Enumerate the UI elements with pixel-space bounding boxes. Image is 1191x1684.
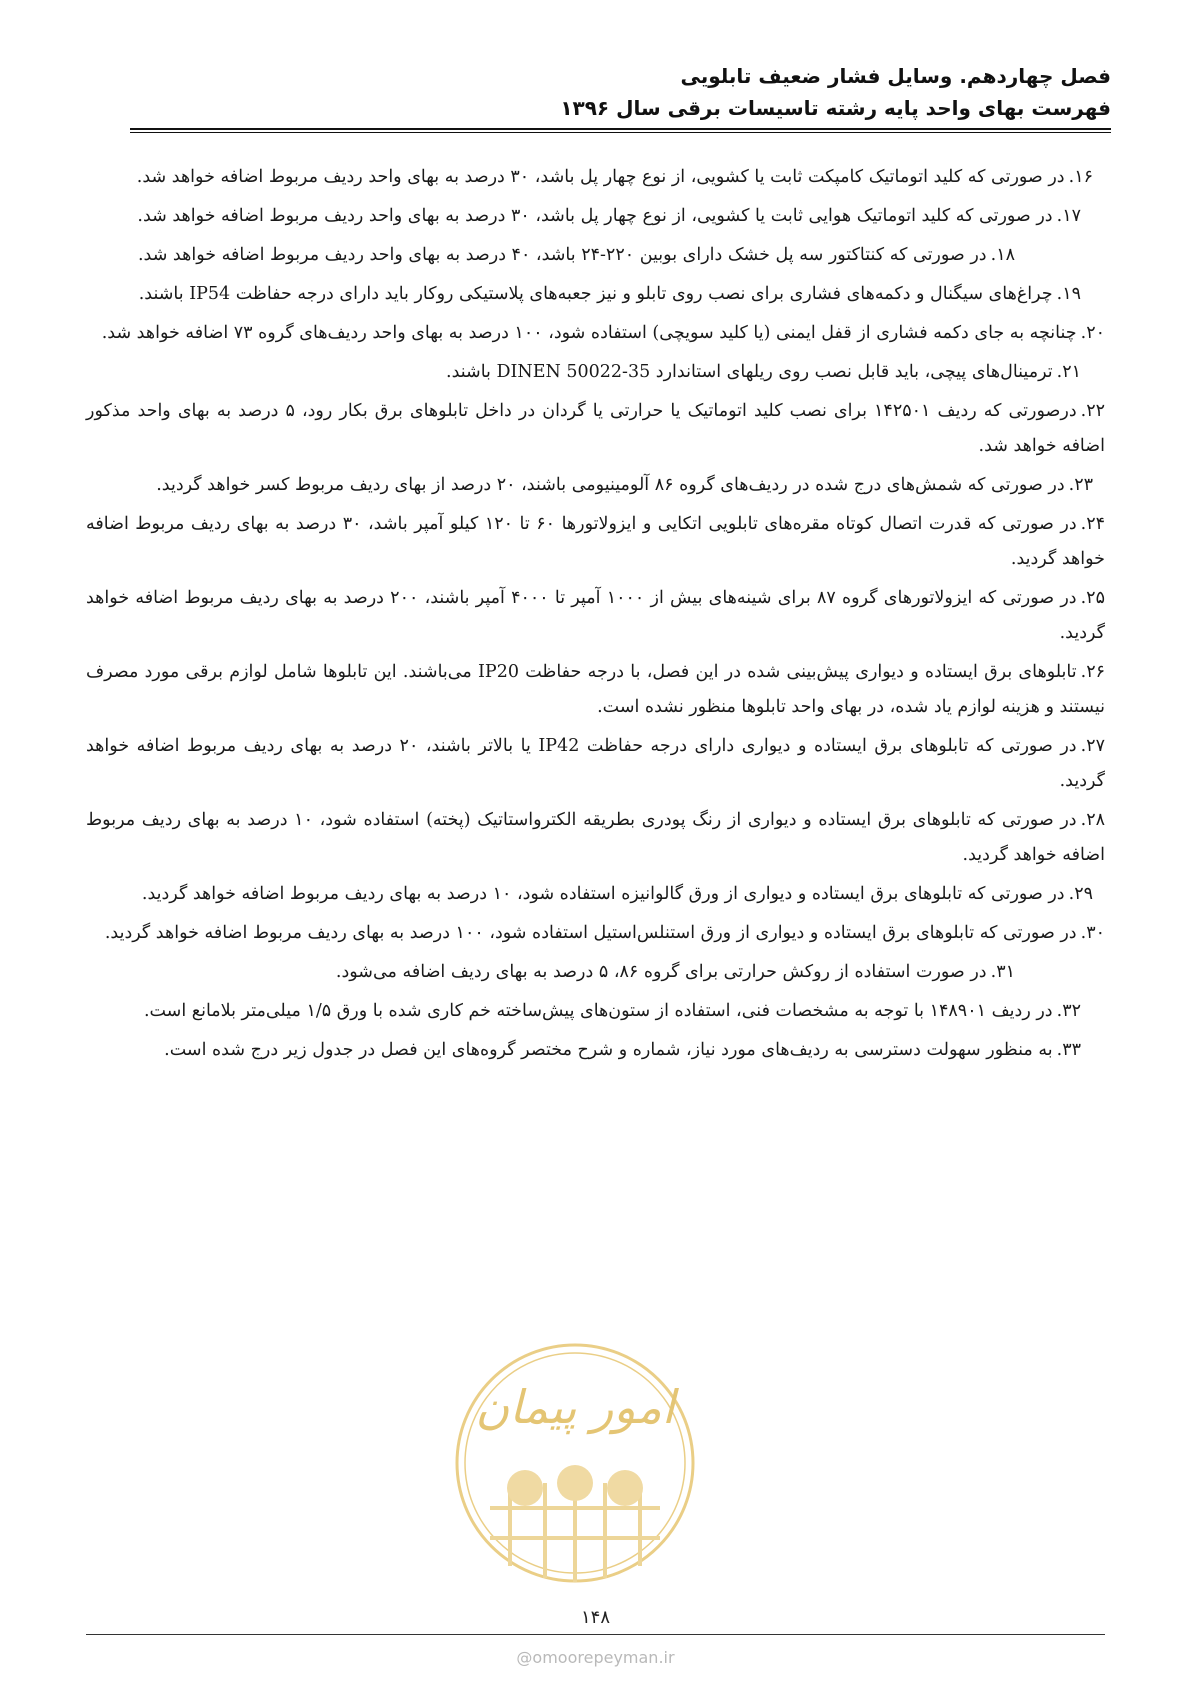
note-number: ۱۷.	[1056, 206, 1081, 226]
page-number: ۱۴۸	[580, 1607, 610, 1628]
note-paragraph	[86, 468, 1105, 503]
note-number: ۲۸.	[1080, 810, 1105, 830]
note-number: ۲۹.	[1068, 884, 1093, 904]
document-subtitle: فهرست بهای واحد پایه رشته تاسیسات برقی سال ۱۳۹۶	[560, 96, 1111, 120]
note-text: در صورتی که کلید اتوماتیک کامپکت ثابت یا کشویی، از نوع چهار پل باشد، ۳۰ درصد به بهای واحد ردیف مربوط اضافه خواهد شد.	[136, 167, 1065, 187]
note-text: چراغ‌های سیگنال و دکمه‌های فشاری برای نصب روی تابلو و نیز جعبه‌های پلاستیکی روکار باید دارای درجه حفاظت IP54 باشند.	[138, 284, 1053, 304]
note-text: ترمینال‌های پیچی، باید قابل نصب روی ریلهای استاندارد DINEN 50022-35 باشند.	[446, 362, 1053, 382]
header-rule-thick	[130, 128, 1111, 130]
notes-body	[86, 160, 1105, 1072]
note-text: در صورت استفاده از روکش حرارتی برای گروه ۸۶، ۵ درصد به بهای ردیف اضافه می‌شود.	[335, 962, 987, 982]
omoor-peyman-stamp-logo	[450, 1338, 700, 1588]
note-number: ۳۰.	[1080, 923, 1105, 943]
note-paragraph	[86, 238, 1105, 273]
note-text: در صورتی که تابلوهای برق ایستاده و دیواری دارای درجه حفاظت IP42 یا بالاتر باشند، ۲۰ درصد به بهای ردیف مربوط اضافه خواهد گردید.	[86, 736, 1105, 791]
note-text: در صورتی که کلید اتوماتیک هوایی ثابت یا کشویی، از نوع چهار پل باشد، ۳۰ درصد به بهای واحد ردیف مربوط اضافه خواهد شد.	[137, 206, 1053, 226]
stamp-lettering: امور پیمان	[475, 1380, 675, 1434]
note-text: در صورتی که ایزولاتورهای گروه ۸۷ برای شینه‌های بیش از ۱۰۰۰ آمپر تا ۴۰۰۰ آمپر باشند، ۲۰۰ درصد به بهای ردیف مربوط اضافه خواهد گردید.	[86, 588, 1105, 643]
note-text: در صورتی که تابلوهای برق ایستاده و دیواری از رنگ پودری بطریقه الکترواستاتیک (پخته) استفاده شود، ۱۰ درصد به بهای ردیف مربوط اضافه خواهد گردید.	[86, 810, 1105, 865]
note-paragraph	[86, 955, 1105, 990]
note-number: ۲۶.	[1080, 662, 1105, 682]
header-rule-thin	[130, 132, 1111, 133]
note-paragraph	[86, 729, 1105, 799]
note-text: در ردیف ۱۴۸۹۰۱ با توجه به مشخصات فنی، استفاده از ستون‌های پیش‌ساخته خم کاری شده با ورق ۱/۵ میلی‌متر بلامانع است.	[143, 1001, 1053, 1021]
note-number: ۲۰.	[1080, 323, 1105, 343]
note-paragraph	[86, 394, 1105, 464]
note-number: ۲۲.	[1080, 401, 1105, 421]
note-text: به منظور سهولت دسترسی به ردیف‌های مورد نیاز، شماره و شرح مختصر گروه‌های این فصل در جدول زیر درج شده است.	[164, 1040, 1053, 1060]
note-text: درصورتی که ردیف ۱۴۲۵۰۱ برای نصب کلید اتوماتیک یا حرارتی یا گردان در داخل تابلوهای برق بکار رود، ۵ درصد به بهای واحد مذکور اضافه خواهد شد.	[86, 401, 1105, 456]
note-paragraph	[86, 655, 1105, 725]
site-watermark: @omoorepeyman.ir	[516, 1648, 675, 1667]
note-paragraph	[86, 581, 1105, 651]
note-text: در صورتی که شمش‌های درج شده در ردیف‌های گروه ۸۶ آلومینیومی باشند، ۲۰ درصد از بهای ردیف مربوط کسر خواهد گردید.	[156, 475, 1065, 495]
note-paragraph	[86, 803, 1105, 873]
note-text: در صورتی که کنتاکتور سه پل خشک دارای بوبین ۲۲۰-۲۴ باشد، ۴۰ درصد به بهای واحد ردیف مربوط اضافه خواهد شد.	[137, 245, 987, 265]
note-number: ۲۵.	[1080, 588, 1105, 608]
note-paragraph	[86, 994, 1105, 1029]
note-paragraph	[86, 355, 1105, 390]
note-paragraph	[86, 916, 1105, 951]
note-text: چنانچه به جای دکمه فشاری از قفل ایمنی (یا کلید سویچی) استفاده شود، ۱۰۰ درصد به بهای واحد ردیف‌های گروه ۷۳ اضافه خواهد شد.	[101, 323, 1077, 343]
page-header	[130, 60, 1111, 124]
note-paragraph	[86, 277, 1105, 312]
note-number: ۳۳.	[1056, 1040, 1081, 1060]
note-number: ۲۷.	[1080, 736, 1105, 756]
note-paragraph	[86, 507, 1105, 577]
note-text: در صورتی که تابلوهای برق ایستاده و دیواری از ورق گالوانیزه استفاده شود، ۱۰ درصد به بهای ردیف مربوط اضافه خواهد گردید.	[141, 884, 1065, 904]
note-number: ۱۸.	[990, 245, 1015, 265]
note-paragraph	[86, 1033, 1105, 1068]
footer-rule	[86, 1634, 1105, 1635]
note-number: ۱۶.	[1068, 167, 1093, 187]
note-paragraph	[86, 160, 1105, 195]
note-paragraph	[86, 316, 1105, 351]
note-paragraph	[86, 877, 1105, 912]
note-text: تابلوهای برق ایستاده و دیواری پیش‌بینی شده در این فصل، با درجه حفاظت IP20 می‌باشند. این تابلوها شامل لوازم برقی مورد مصرف نیستند و هزینه لوازم یاد شده، در بهای واحد تابلوها منظور نشده است.	[86, 662, 1105, 717]
note-number: ۳۱.	[990, 962, 1015, 982]
note-paragraph	[86, 199, 1105, 234]
note-number: ۱۹.	[1056, 284, 1081, 304]
note-number: ۲۴.	[1080, 514, 1106, 534]
note-number: ۲۳.	[1068, 475, 1093, 495]
note-text: در صورتی که تابلوهای برق ایستاده و دیواری از ورق استنلس‌استیل استفاده شود، ۱۰۰ درصد به بهای ردیف مربوط اضافه خواهد گردید.	[104, 923, 1077, 943]
note-number: ۳۲.	[1056, 1001, 1081, 1021]
chapter-title: فصل چهاردهم. وسایل فشار ضعیف تابلویی	[680, 64, 1111, 88]
note-text: در صورتی که قدرت اتصال کوتاه مقره‌های تابلویی اتکایی و ایزولاتورها ۶۰ تا ۱۲۰ کیلو آمپر باشد، ۳۰ درصد به بهای ردیف مربوط اضافه خواهد گردید.	[86, 514, 1105, 569]
note-number: ۲۱.	[1056, 362, 1081, 382]
